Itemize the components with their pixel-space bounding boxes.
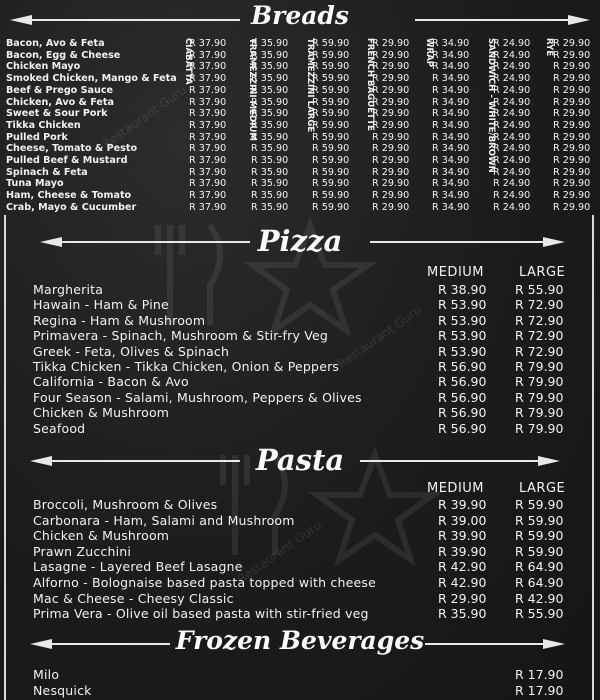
bread-item-price: R 37.90 [189, 201, 227, 213]
bread-item-price: R 37.90 [189, 49, 227, 61]
pizza-item-large-price: R 55.90 [515, 282, 564, 297]
bread-item-price: R 37.90 [189, 108, 227, 120]
pasta-item-medium-price: R 39.90 [438, 528, 487, 544]
bread-item-price: R 29.90 [553, 73, 591, 85]
bread-item-price: R 29.90 [372, 166, 410, 178]
bread-item-price: R 29.90 [553, 84, 591, 96]
bread-item-price: R 35.90 [251, 73, 289, 85]
bread-item-price: R 59.90 [312, 155, 350, 166]
bread-item-price: R 35.90 [251, 190, 289, 202]
bread-item-price: R 35.90 [251, 61, 289, 73]
bread-item-price: R 59.90 [312, 201, 350, 213]
bread-item-price: R 29.90 [553, 143, 591, 155]
pizza-item-large-price: R 72.90 [515, 343, 564, 359]
bread-item-price: R 34.90 [432, 178, 470, 190]
bread-item-price: R 34.90 [432, 38, 470, 49]
bread-item-price: R 24.90 [493, 38, 531, 49]
bread-item-price: R 24.90 [493, 201, 531, 213]
bread-item-price: R 35.90 [251, 178, 289, 190]
pasta-item-name: Prawn Zucchini [33, 543, 132, 559]
pizza-item-large-price: R 79.90 [515, 359, 564, 374]
bread-item-price: R 37.90 [189, 131, 227, 143]
bread-item-price: R 29.90 [372, 61, 410, 73]
pasta-item-large-price: R 64.90 [515, 559, 564, 575]
bread-item-price: R 59.90 [312, 73, 350, 85]
bread-item-price: R 37.90 [189, 190, 227, 202]
pizza-item-name: Chicken & Mushroom [33, 405, 170, 421]
frozen-item-name: Nesquick [33, 683, 92, 698]
pizza-item-medium-price: R 53.90 [438, 343, 487, 359]
bread-item-price: R 34.90 [432, 108, 470, 120]
bread-item-price: R 29.90 [372, 178, 410, 190]
pizza-item-name: Primavera - Spinach, Mushroom & Stir-fry Veg [33, 328, 329, 344]
bread-item-price: R 29.90 [553, 49, 591, 61]
bread-item-price: R 35.90 [251, 201, 289, 213]
pasta-item-name: Alforno - Bolognaise based pasta topped with cheese [33, 575, 376, 590]
bread-item-price: R 29.90 [372, 38, 410, 49]
bread-item-price: R 37.90 [189, 38, 227, 49]
bread-item-price: R 59.90 [312, 143, 350, 155]
bread-item-price: R 37.90 [189, 84, 227, 96]
bread-item-price: R 29.90 [372, 201, 410, 213]
pasta-item-large-price: R 59.90 [515, 512, 564, 528]
bread-item-name: Cheese, Tomato & Pesto [6, 143, 138, 155]
bread-item-price: R 34.90 [432, 166, 470, 178]
watermark-text: Restaurant Guru [334, 302, 425, 372]
bread-item-price: R 35.90 [251, 84, 289, 96]
pizza-item-medium-price: R 53.90 [438, 297, 487, 313]
pizza-item-large-price: R 79.90 [515, 389, 564, 405]
bread-item-name: Crab, Mayo & Cucumber [6, 201, 137, 213]
bread-column-label: WRAP [424, 38, 434, 68]
bread-item-name: Smoked Chicken, Mango & Feta [6, 73, 177, 85]
frozen-item-name: Milo [33, 667, 60, 682]
pizza-item-medium-price: R 56.90 [438, 359, 487, 374]
frozen-item-price: R 17.90 [515, 683, 564, 698]
bread-item-price: R 59.90 [312, 38, 350, 49]
pizza-item-large-price: R 79.90 [515, 420, 564, 436]
pasta-item-name: Carbonara - Ham, Salami and Mushroom [33, 512, 295, 528]
bread-item-name: Tuna Mayo [6, 178, 64, 190]
bread-item-price: R 29.90 [553, 61, 591, 73]
bread-item-price: R 24.90 [493, 49, 531, 61]
bread-item-price: R 37.90 [189, 166, 227, 178]
pasta-item-large-price: R 59.90 [515, 543, 564, 559]
pizza-item-medium-price: R 53.90 [438, 312, 487, 328]
bread-item-price: R 37.90 [189, 155, 227, 166]
bread-item-price: R 35.90 [251, 96, 289, 108]
bread-item-name: Chicken Mayo [6, 61, 81, 73]
section-title-breads: Breads [251, 1, 349, 30]
pasta-item-large-price: R 64.90 [515, 575, 564, 590]
bread-item-price: R 35.90 [251, 143, 289, 155]
bread-item-price: R 35.90 [251, 38, 289, 49]
bread-item-price: R 29.90 [553, 201, 591, 213]
pizza-item-medium-price: R 56.90 [438, 420, 487, 436]
bread-item-price: R 59.90 [312, 119, 350, 131]
bread-item-price: R 29.90 [553, 119, 591, 131]
frozen-item-price: R 17.90 [515, 667, 564, 682]
watermark-text: Restaurant Guru [99, 82, 190, 152]
bread-item-price: R 34.90 [432, 96, 470, 108]
bread-item-price: R 24.90 [493, 119, 531, 131]
bread-item-name: Bacon, Avo & Feta [6, 38, 105, 49]
bread-item-price: R 34.90 [432, 61, 470, 73]
pasta-item-name: Lasagne - Layered Beef Lasagne [33, 559, 243, 575]
pasta-item-medium-price: R 29.90 [438, 590, 487, 606]
bread-item-price: R 29.90 [553, 38, 591, 49]
bread-item-price: R 59.90 [312, 84, 350, 96]
pizza-item-large-price: R 79.90 [515, 405, 564, 421]
pizza-col-large: LARGE [519, 265, 566, 280]
bread-item-price: R 29.90 [372, 155, 410, 166]
bread-column-label: SANDWICH - WHITE/BROWN [486, 38, 496, 173]
bread-item-price: R 29.90 [372, 49, 410, 61]
bread-item-price: R 29.90 [372, 143, 410, 155]
watermark-text: Restaurant Guru [234, 517, 325, 587]
pizza-item-name: California - Bacon & Avo [33, 374, 189, 390]
bread-item-price: R 59.90 [312, 190, 350, 202]
bread-item-name: Chicken, Avo & Feta [6, 96, 114, 108]
bread-item-price: R 24.90 [493, 108, 531, 120]
pasta-col-large: LARGE [519, 481, 566, 496]
pizza-item-medium-price: R 56.90 [438, 389, 487, 405]
pizza-item-medium-price: R 56.90 [438, 405, 487, 421]
bread-item-price: R 24.90 [493, 61, 531, 73]
pizza-item-medium-price: R 56.90 [438, 374, 487, 390]
bread-item-name: Ham, Cheese & Tomato [6, 190, 132, 202]
pasta-item-medium-price: R 35.90 [438, 606, 487, 622]
pizza-item-name: Regina - Ham & Mushroom [33, 312, 206, 328]
bread-column-label: TRAMEZZINI MEDIUM [247, 38, 257, 141]
bread-column-label: RYE [544, 38, 554, 57]
bread-item-price: R 35.90 [251, 155, 289, 166]
bread-item-price: R 24.90 [493, 155, 531, 166]
bread-item-price: R 35.90 [251, 119, 289, 131]
pizza-item-name: Margherita [33, 282, 104, 297]
pizza-item-large-price: R 72.90 [515, 328, 564, 344]
bread-item-price: R 29.90 [372, 131, 410, 143]
bread-item-price: R 29.90 [372, 73, 410, 85]
pasta-item-medium-price: R 42.90 [438, 575, 487, 590]
pizza-item-large-price: R 79.90 [515, 374, 564, 390]
bread-item-price: R 37.90 [189, 143, 227, 155]
bread-item-price: R 59.90 [312, 131, 350, 143]
pasta-item-large-price: R 55.90 [515, 606, 564, 622]
pasta-item-large-price: R 42.90 [515, 590, 564, 606]
bread-item-name: Tikka Chicken [6, 119, 81, 131]
pasta-col-medium: MEDIUM [427, 481, 485, 496]
bread-item-price: R 35.90 [251, 131, 289, 143]
bread-item-name: Pulled Pork [6, 131, 68, 143]
pizza-item-large-price: R 72.90 [515, 297, 564, 313]
bread-column-label: CIABATTA [183, 38, 193, 85]
bread-item-price: R 34.90 [432, 201, 470, 213]
bread-item-price: R 34.90 [432, 155, 470, 166]
pasta-item-medium-price: R 39.00 [438, 512, 487, 528]
bread-item-price: R 24.90 [493, 143, 531, 155]
bread-item-price: R 24.90 [493, 84, 531, 96]
bread-item-price: R 29.90 [372, 108, 410, 120]
pasta-item-medium-price: R 39.90 [438, 543, 487, 559]
bread-item-price: R 35.90 [251, 108, 289, 120]
pasta-item-large-price: R 59.90 [515, 528, 564, 544]
bread-item-price: R 34.90 [432, 84, 470, 96]
pizza-item-large-price: R 72.90 [515, 312, 564, 328]
bread-item-price: R 29.90 [553, 108, 591, 120]
bread-item-price: R 29.90 [553, 178, 591, 190]
bread-item-price: R 29.90 [553, 96, 591, 108]
pizza-col-medium: MEDIUM [427, 265, 485, 280]
bread-item-price: R 29.90 [553, 131, 591, 143]
bread-column-label: FRENCH BAGUETTE [365, 38, 375, 131]
bread-item-price: R 34.90 [432, 119, 470, 131]
section-title-frozen-beverages: Frozen Beverages [175, 626, 425, 655]
pasta-item-large-price: R 59.90 [515, 497, 564, 512]
bread-item-price: R 34.90 [432, 49, 470, 61]
pasta-item-name: Broccoli, Mushroom & Olives [33, 497, 218, 512]
bread-item-price: R 34.90 [432, 73, 470, 85]
pizza-item-name: Hawain - Ham & Pine [33, 297, 169, 313]
bread-item-price: R 29.90 [553, 166, 591, 178]
bread-item-price: R 59.90 [312, 108, 350, 120]
bread-item-price: R 59.90 [312, 61, 350, 73]
bread-item-name: Sweet & Sour Pork [6, 108, 108, 120]
bread-item-price: R 24.90 [493, 96, 531, 108]
bread-item-price: R 34.90 [432, 131, 470, 143]
bread-item-price: R 59.90 [312, 49, 350, 61]
bread-item-price: R 34.90 [432, 190, 470, 202]
pizza-item-name: Greek - Feta, Olives & Spinach [33, 343, 230, 359]
bread-item-price: R 24.90 [493, 190, 531, 202]
bread-item-price: R 29.90 [372, 96, 410, 108]
bread-item-price: R 34.90 [432, 143, 470, 155]
bread-item-price: R 24.90 [493, 166, 531, 178]
bread-column-label: TRAMEZZINI LARGE [305, 38, 315, 133]
bread-item-price: R 59.90 [312, 166, 350, 178]
bread-item-price: R 37.90 [189, 119, 227, 131]
bread-item-price: R 59.90 [312, 96, 350, 108]
bread-item-price: R 29.90 [372, 190, 410, 202]
bread-item-price: R 24.90 [493, 131, 531, 143]
pasta-item-name: Chicken & Mushroom [33, 528, 170, 544]
bread-item-price: R 29.90 [553, 155, 591, 166]
pizza-item-name: Tikka Chicken - Tikka Chicken, Onion & Peppers [33, 359, 340, 374]
bread-item-price: R 37.90 [189, 73, 227, 85]
pasta-item-medium-price: R 39.90 [438, 497, 487, 512]
pizza-item-name: Four Season - Salami, Mushroom, Peppers & Olives [33, 389, 362, 405]
bread-item-price: R 37.90 [189, 96, 227, 108]
pasta-item-name: Prima Vera - Olive oil based pasta with stir-fried veg [33, 606, 369, 622]
bread-item-price: R 29.90 [372, 84, 410, 96]
bread-item-price: R 24.90 [493, 73, 531, 85]
pizza-item-medium-price: R 38.90 [438, 282, 487, 297]
bread-item-name: Beef & Prego Sauce [6, 84, 114, 96]
bread-item-price: R 24.90 [493, 178, 531, 190]
section-title-pasta: Pasta [255, 443, 345, 477]
bread-item-name: Bacon, Egg & Cheese [6, 49, 121, 61]
bread-item-price: R 29.90 [553, 190, 591, 202]
pasta-item-name: Mac & Cheese - Cheesy Classic [33, 590, 234, 606]
pasta-item-medium-price: R 42.90 [438, 559, 487, 575]
pizza-item-medium-price: R 53.90 [438, 328, 487, 344]
bread-item-price: R 59.90 [312, 178, 350, 190]
section-title-pizza: Pizza [257, 224, 343, 258]
bread-item-price: R 29.90 [372, 119, 410, 131]
bread-item-price: R 35.90 [251, 49, 289, 61]
bread-item-name: Pulled Beef & Mustard [6, 155, 128, 166]
bread-item-price: R 37.90 [189, 61, 227, 73]
pizza-item-name: Seafood [33, 420, 86, 436]
bread-item-name: Spinach & Feta [6, 166, 88, 178]
bread-item-price: R 37.90 [189, 178, 227, 190]
bread-item-price: R 35.90 [251, 166, 289, 178]
